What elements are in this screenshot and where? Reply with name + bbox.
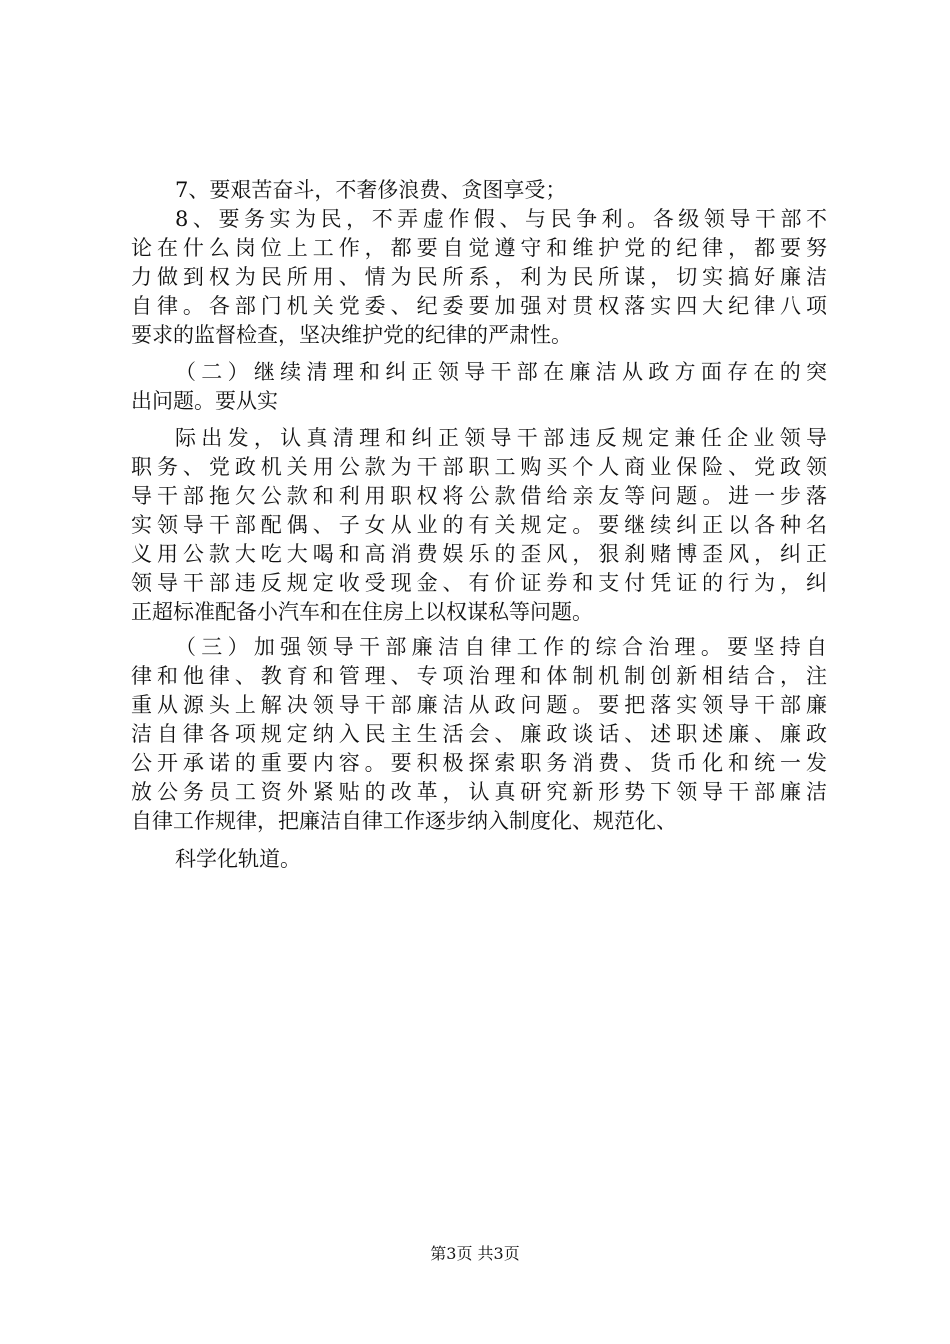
- paragraph-line: 公开承诺的重要内容。要积极探索职务消费、货币化和统一发: [131, 751, 827, 775]
- paragraph-line: 律和他律、教育和管理、专项治理和体制机制创新相结合，注: [131, 664, 827, 688]
- paragraph-line: 自律。各部门机关党委、纪委要加强对贯权落实四大纪律八项: [131, 294, 827, 318]
- paragraph-line: 际出发，认真清理和纠正领导干部违反规定兼任企业领导: [175, 426, 827, 450]
- paragraph-line: 论在什么岗位上工作，都要自觉遵守和维护党的纪律，都要努: [131, 236, 827, 260]
- list-item-8: 8、要务实为民，不弄虚作假、与民争利。各级领导干部不: [175, 207, 827, 231]
- paragraph-line: 职务、党政机关用公款为干部职工购买个人商业保险、党政领: [131, 455, 827, 479]
- paragraph-line: 领导干部违反规定收受现金、有价证券和支付凭证的行为，纠: [131, 571, 827, 595]
- paragraph-line: 正超标准配备小汽车和在住房上以权谋私等问题。: [131, 600, 593, 624]
- paragraph-line: 力做到权为民所用、情为民所系，利为民所谋，切实搞好廉洁: [131, 265, 827, 289]
- paragraph-line: 放公务员工资外紧贴的改革，认真研究新形势下领导干部廉洁: [131, 780, 827, 804]
- section-heading-3: （三）加强领导干部廉洁自律工作的综合治理。要坚持自: [175, 635, 827, 659]
- paragraph-line: 科学化轨道。: [175, 847, 301, 871]
- paragraph-line: 义用公款大吃大喝和高消费娱乐的歪风，狠刹赌博歪风，纠正: [131, 542, 827, 566]
- section-heading-2: （二）继续清理和纠正领导干部在廉洁从政方面存在的突: [175, 360, 827, 384]
- paragraph-line: 实领导干部配偶、子女从业的有关规定。要继续纠正以各种名: [131, 513, 827, 537]
- page-number-footer: 第3页 共3页: [430, 1244, 520, 1263]
- paragraph-line: 自律工作规律，把廉洁自律工作逐步纳入制度化、规范化、: [131, 809, 677, 833]
- paragraph-line: 重从源头上解决领导干部廉洁从政问题。要把落实领导干部廉: [131, 693, 827, 717]
- paragraph-line: 导干部拖欠公款和利用职权将公款借给亲友等问题。进一步落: [131, 484, 827, 508]
- paragraph-line: 洁自律各项规定纳入民主生活会、廉政谈话、述职述廉、廉政: [131, 722, 827, 746]
- list-item-7: 7、要艰苦奋斗，不奢侈浪费、贪图享受；: [175, 178, 567, 202]
- paragraph-line: 要求的监督检查，坚决维护党的纪律的严肃性。: [131, 323, 572, 347]
- section-heading-2-cont: 出问题。要从实: [131, 389, 278, 413]
